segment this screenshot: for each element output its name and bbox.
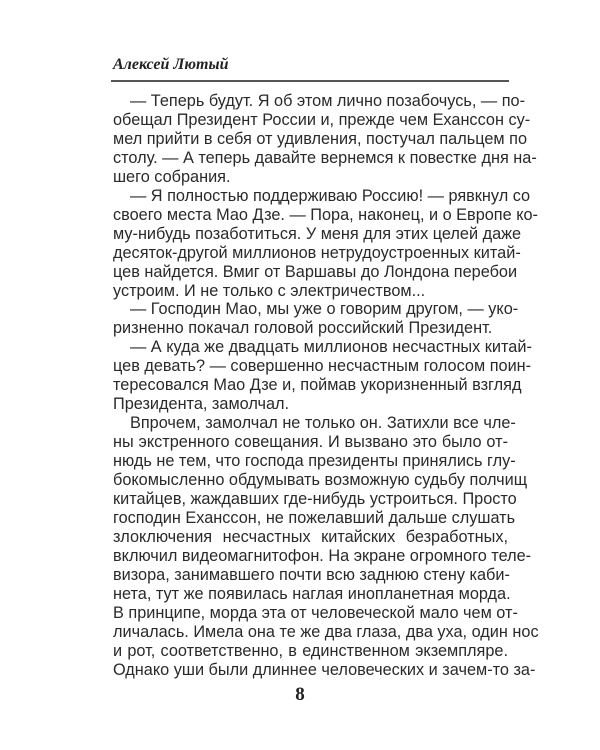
text-line: Президента, замолчал.	[113, 395, 290, 414]
text-line: му-нибудь позаботиться. У меня для этих целей даже	[113, 224, 522, 243]
text-line: и рот, соответственно, в единственном экземпляре.	[113, 641, 508, 660]
text-line: Однако уши были длиннее человеческих и зачем-то за-	[113, 660, 536, 679]
page-number: 8	[295, 684, 305, 705]
text-line: ризненно покачал головой российский Президент.	[113, 319, 493, 338]
text-line: визора, занимавшего почти всю заднюю стену каби-	[113, 565, 510, 584]
text-line: устроим. И не только с электричеством...	[113, 281, 426, 300]
page-body-text	[113, 92, 539, 680]
text-line: бокомысленно обдумывать возможную судьбу полчищ	[113, 471, 528, 490]
text-line: мел прийти в себя от удивления, постучал пальцем по	[113, 129, 528, 148]
text-line: обещал Президент России и, прежде чем Еханссон су-	[113, 110, 531, 129]
text-line: господин Еханссон, не пожелавший дальше слушать	[113, 508, 516, 527]
text-line: цев девать? — совершенно несчастным голосом поин-	[113, 357, 532, 376]
text-line: В принципе, морда эта от человеческой мало чем от-	[113, 603, 518, 622]
text-line: — А куда же двадцать миллионов несчастных китай-	[130, 338, 532, 357]
text-line: тересовался Мао Дзе и, поймав укоризненный взгляд	[113, 376, 522, 395]
text-line: личалась. Имела она те же два глаза, два уха, один нос	[113, 622, 539, 641]
header-rule	[111, 80, 509, 82]
text-line: — Господин Мао, мы уже о говорим другом, — уко-	[130, 300, 519, 319]
text-line: своего места Мао Дзе. — Пора, наконец, и о Европе ко-	[113, 205, 538, 224]
text-line: нета, тут же появилась наглая инопланетная морда.	[113, 584, 511, 603]
text-line: — Теперь будут. Я об этом лично позабочусь, — по-	[130, 92, 525, 110]
text-line: нюдь не тем, что господа президенты принялись глу-	[113, 452, 516, 471]
text-line: — Я полностью поддерживаю Россию! — рявкнул со	[130, 186, 531, 205]
text-line: шего собрания.	[113, 167, 231, 186]
text-line: ны экстренного совещания. И вызвано это было от-	[113, 433, 508, 452]
text-line: столу. — А теперь давайте вернемся к повестке дня на-	[113, 148, 537, 167]
text-line: включил видеомагнитофон. На экране огромного теле-	[113, 546, 532, 565]
text-line: цев найдется. Вмиг от Варшавы до Лондона перебои	[113, 262, 518, 281]
text-line: злоключения несчастных китайских безработных,	[113, 527, 508, 546]
text-line: Впрочем, замолчал не только он. Затихли все чле-	[130, 414, 516, 433]
running-header-author: Алексей Лютый	[113, 56, 229, 73]
text-line: китайцев, жаждавших где-нибудь устроиться. Просто	[113, 490, 517, 509]
text-line: десяток-другой миллионов нетрудоустроенных китай-	[113, 243, 521, 262]
